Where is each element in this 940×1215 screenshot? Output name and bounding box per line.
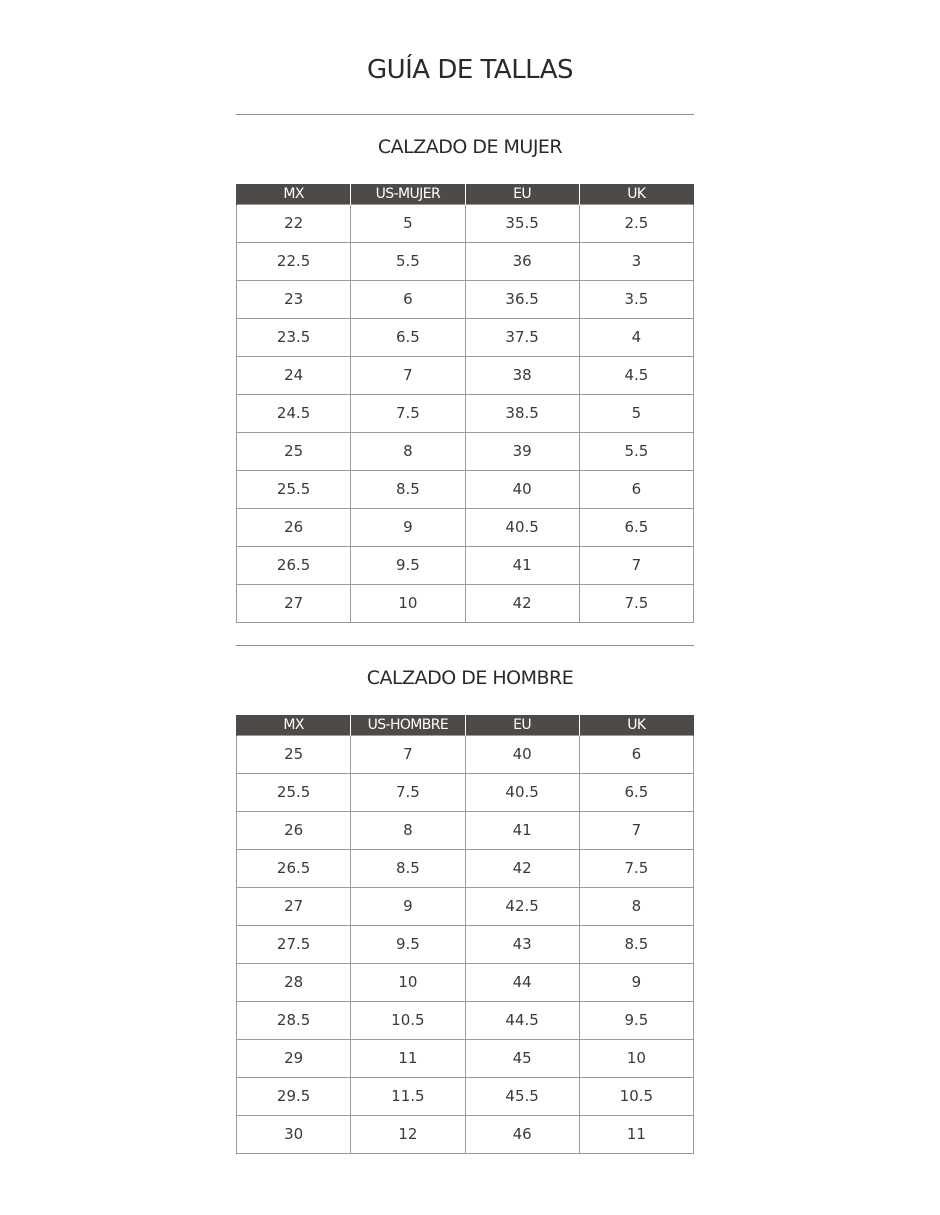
table-row (237, 1078, 694, 1116)
cell-us: 10 (351, 585, 465, 623)
table-row (237, 471, 694, 509)
men-section-title: CALZADO DE HOMBRE (366, 667, 574, 689)
cell-mx: 23 (237, 281, 351, 319)
cell-eu: 40 (465, 736, 579, 774)
cell-mx: 23.5 (237, 319, 351, 357)
cell-us: 7 (351, 357, 465, 395)
table-row (237, 281, 694, 319)
column-header-uk: UK (579, 715, 693, 736)
cell-us: 6 (351, 281, 465, 319)
table-row (237, 433, 694, 471)
cell-uk: 7.5 (579, 585, 693, 623)
table-row (237, 243, 694, 281)
table-row (237, 547, 694, 585)
cell-mx: 29 (237, 1040, 351, 1078)
cell-mx: 24 (237, 357, 351, 395)
cell-mx: 25 (237, 736, 351, 774)
divider (236, 645, 694, 646)
cell-us: 5 (351, 205, 465, 243)
divider (236, 114, 694, 115)
column-header-mx: MX (237, 715, 351, 736)
cell-uk: 11 (579, 1116, 693, 1154)
cell-mx: 26 (237, 509, 351, 547)
table-row (237, 888, 694, 926)
cell-us: 7.5 (351, 774, 465, 812)
men-size-table (236, 715, 694, 1154)
cell-uk: 7 (579, 812, 693, 850)
cell-eu: 36.5 (465, 281, 579, 319)
cell-us: 8.5 (351, 471, 465, 509)
cell-mx: 25 (237, 433, 351, 471)
men-table-body (237, 736, 694, 1154)
table-row (237, 319, 694, 357)
women-table-body (237, 205, 694, 623)
table-row (237, 205, 694, 243)
column-header-mx: MX (237, 184, 351, 205)
cell-eu: 38 (465, 357, 579, 395)
page-title: GUÍA DE TALLAS (366, 55, 574, 85)
cell-us: 11 (351, 1040, 465, 1078)
column-header-eu: EU (465, 715, 579, 736)
cell-eu: 42.5 (465, 888, 579, 926)
table-header-row (237, 184, 694, 205)
cell-us: 9.5 (351, 547, 465, 585)
cell-uk: 6 (579, 736, 693, 774)
table-row (237, 1116, 694, 1154)
table-row (237, 357, 694, 395)
cell-eu: 40 (465, 471, 579, 509)
cell-mx: 27.5 (237, 926, 351, 964)
cell-us: 11.5 (351, 1078, 465, 1116)
cell-uk: 7.5 (579, 850, 693, 888)
cell-uk: 6.5 (579, 509, 693, 547)
cell-mx: 22.5 (237, 243, 351, 281)
cell-eu: 38.5 (465, 395, 579, 433)
cell-us: 9.5 (351, 926, 465, 964)
cell-mx: 24.5 (237, 395, 351, 433)
cell-mx: 27 (237, 585, 351, 623)
cell-eu: 46 (465, 1116, 579, 1154)
table-row (237, 812, 694, 850)
cell-eu: 40.5 (465, 774, 579, 812)
cell-uk: 4.5 (579, 357, 693, 395)
column-header-us: US-MUJER (351, 184, 465, 205)
cell-eu: 35.5 (465, 205, 579, 243)
cell-mx: 26.5 (237, 547, 351, 585)
table-row (237, 395, 694, 433)
cell-uk: 10 (579, 1040, 693, 1078)
cell-eu: 42 (465, 850, 579, 888)
cell-uk: 3.5 (579, 281, 693, 319)
women-section-title: CALZADO DE MUJER (377, 136, 563, 158)
table-row (237, 774, 694, 812)
cell-us: 10.5 (351, 1002, 465, 1040)
table-row (237, 736, 694, 774)
cell-eu: 42 (465, 585, 579, 623)
cell-uk: 10.5 (579, 1078, 693, 1116)
cell-mx: 25.5 (237, 471, 351, 509)
cell-uk: 5.5 (579, 433, 693, 471)
cell-us: 5.5 (351, 243, 465, 281)
women-size-table (236, 184, 694, 623)
cell-mx: 29.5 (237, 1078, 351, 1116)
cell-uk: 7 (579, 547, 693, 585)
cell-eu: 44.5 (465, 1002, 579, 1040)
column-header-us: US-HOMBRE (351, 715, 465, 736)
cell-mx: 27 (237, 888, 351, 926)
table-row (237, 850, 694, 888)
cell-eu: 39 (465, 433, 579, 471)
cell-eu: 37.5 (465, 319, 579, 357)
column-header-uk: UK (579, 184, 693, 205)
cell-eu: 45 (465, 1040, 579, 1078)
table-row (237, 585, 694, 623)
cell-us: 6.5 (351, 319, 465, 357)
cell-uk: 5 (579, 395, 693, 433)
cell-mx: 28 (237, 964, 351, 1002)
cell-uk: 9.5 (579, 1002, 693, 1040)
cell-us: 9 (351, 888, 465, 926)
column-header-eu: EU (465, 184, 579, 205)
table-row (237, 1002, 694, 1040)
table-row (237, 509, 694, 547)
cell-eu: 41 (465, 547, 579, 585)
table-row (237, 926, 694, 964)
cell-us: 8 (351, 812, 465, 850)
cell-mx: 30 (237, 1116, 351, 1154)
cell-uk: 4 (579, 319, 693, 357)
cell-uk: 8.5 (579, 926, 693, 964)
table-row (237, 964, 694, 1002)
cell-eu: 40.5 (465, 509, 579, 547)
cell-us: 10 (351, 964, 465, 1002)
cell-mx: 26 (237, 812, 351, 850)
cell-uk: 8 (579, 888, 693, 926)
cell-eu: 41 (465, 812, 579, 850)
cell-us: 12 (351, 1116, 465, 1154)
cell-mx: 25.5 (237, 774, 351, 812)
cell-uk: 2.5 (579, 205, 693, 243)
table-header-row (237, 715, 694, 736)
cell-eu: 43 (465, 926, 579, 964)
cell-mx: 28.5 (237, 1002, 351, 1040)
cell-uk: 6 (579, 471, 693, 509)
cell-eu: 36 (465, 243, 579, 281)
cell-mx: 26.5 (237, 850, 351, 888)
cell-uk: 3 (579, 243, 693, 281)
cell-us: 9 (351, 509, 465, 547)
cell-uk: 9 (579, 964, 693, 1002)
cell-us: 8 (351, 433, 465, 471)
cell-eu: 45.5 (465, 1078, 579, 1116)
cell-eu: 44 (465, 964, 579, 1002)
cell-us: 7.5 (351, 395, 465, 433)
cell-uk: 6.5 (579, 774, 693, 812)
cell-us: 7 (351, 736, 465, 774)
cell-us: 8.5 (351, 850, 465, 888)
table-row (237, 1040, 694, 1078)
cell-mx: 22 (237, 205, 351, 243)
